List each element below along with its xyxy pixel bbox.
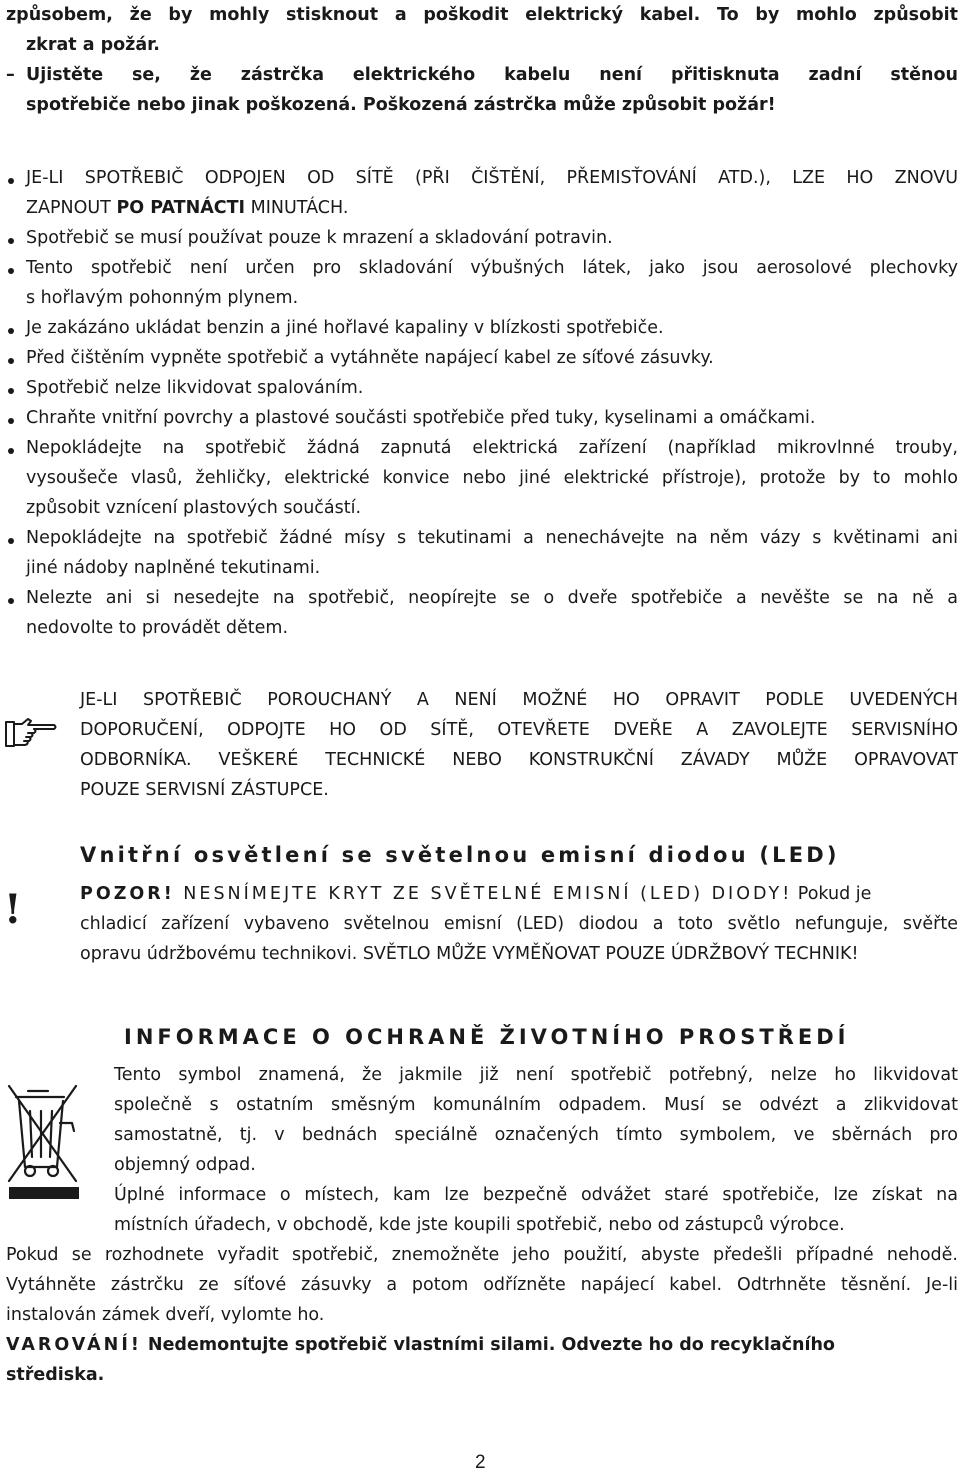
bullet-3-line-1: Tento spotřebič není určen pro skladování výbušných látek, jako jsou aerosolové plechovky: [26, 258, 958, 278]
notice-line-4: POUZE SERVISNÍ ZÁSTUPCE.: [80, 780, 329, 800]
recycling-warning-text: Nedemontujte spotřebič vlastními silami. Odvezte ho do recyklačního: [141, 1335, 835, 1355]
bullet-6: Spotřebič nelze likvidovat spalováním.: [26, 378, 364, 398]
env-p1-line-2: společně s ostatním směsným komunálním odpadem. Musí se odvézt a zlikvidovat: [114, 1095, 958, 1115]
bullet-1-text-a: ZAPNOUT: [26, 198, 117, 218]
top-line-2: zkrat a požár.: [26, 35, 160, 55]
top-dash: –: [6, 65, 15, 85]
bullet: [8, 388, 14, 394]
bullet-2: Spotřebič se musí používat pouze k mrazení a skladování potravin.: [26, 228, 613, 248]
bullet: [8, 538, 14, 544]
bullet-8-line-1: Nepokládejte na spotřebič žádná zapnutá elektrická zařízení (například mikrovlnné trouby,: [26, 438, 958, 458]
top-line-1: způsobem, že by mohly stisknout a poškodit elektrický kabel. To by mohlo způsobit: [6, 5, 958, 25]
pointing-hand-icon: [4, 716, 58, 750]
env-p2-line-2: místních úřadech, v obchodě, kde jste koupili spotřebič, nebo od zástupců výrobce.: [114, 1215, 845, 1235]
bullet-8-line-2: vysoušeče vlasů, žehličky, elektrické konvice nebo jiné elektrické přístroje), protože by to mohlo: [26, 468, 958, 488]
bullet-5: Před čištěním vypněte spotřebič a vytáhněte napájecí kabel ze síťové zásuvky.: [26, 348, 714, 368]
bullet-4: Je zakázáno ukládat benzin a jiné hořlavé kapaliny v blízkosti spotřebiče.: [26, 318, 664, 338]
recycling-warning-line-1: [6, 1330, 835, 1360]
env-p1-line-3: samostatně, tj. v bednách speciálně označených tímto symbolem, ve sběrnách pro: [114, 1125, 958, 1145]
bullet-10-line-2: nedovolte to provádět dětem.: [26, 618, 289, 638]
env-p1-line-4: objemný odpad.: [114, 1155, 256, 1175]
bullet-7: Chraňte vnitřní povrchy a plastové součásti spotřebiče před tuky, kyselinami a omáčkami.: [26, 408, 816, 428]
bullet: [8, 178, 14, 184]
exclamation-icon: !: [4, 886, 22, 933]
page-number: 2: [475, 1452, 486, 1473]
env-p2-line-1: Úplné informace o místech, kam lze bezpečně odvážet staré spotřebiče, lze získat na: [114, 1185, 958, 1205]
env-p3-line-2: Vytáhněte zástrčku ze síťové zásuvky a potom odřízněte napájecí kabel. Odtrhněte těsnění. Je-li: [6, 1275, 958, 1295]
bullet-1-text-c: MINUTÁCH.: [245, 198, 349, 218]
notice-line-3: ODBORNÍKA. VEŠKERÉ TECHNICKÉ NEBO KONSTRUKČNÍ ZÁVADY MŮŽE OPRAVOVAT: [80, 750, 958, 770]
top-line-3: Ujistěte se, že zástrčka elektrického kabelu není přitisknuta zadní stěnou: [26, 65, 958, 85]
led-warning-line-3: opravu údržbovému technikovi. SVĚTLO MŮŽE VYMĚŇOVAT POUZE ÚDRŽBOVÝ TECHNIK!: [80, 944, 859, 964]
bullet: [8, 598, 14, 604]
bullet: [8, 448, 14, 454]
bullet-10-line-1: Nelezte ani si nesedejte na spotřebič, neopírejte se o dveře spotřebiče a nevěšte se na ně a: [26, 588, 958, 608]
crossed-out-bin-icon: [6, 1083, 82, 1201]
bullet: [8, 238, 14, 244]
env-p3-line-3: instalován zámek dveří, vylomte ho.: [6, 1305, 325, 1325]
bullet-8-line-3: způsobit vznícení plastových součástí.: [26, 498, 362, 518]
bullet: [8, 328, 14, 334]
bullet: [8, 358, 14, 364]
bullet-9-line-2: jiné nádoby naplněné tekutinami.: [26, 558, 321, 578]
bullet-3-line-2: s hořlavým pohonným plynem.: [26, 288, 299, 308]
notice-line-1: JE-LI SPOTŘEBIČ POROUCHANÝ A NENÍ MOŽNÉ HO OPRAVIT PODLE UVEDENÝCH: [80, 690, 958, 710]
pozor-label: POZOR!: [80, 884, 175, 904]
top-line-4: spotřebiče nebo jinak poškozená. Poškozená zástrčka může způsobit požár!: [26, 95, 776, 115]
bullet: [8, 418, 14, 424]
led-section-heading: Vnitřní osvětlení se světelnou emisní diodou (LED): [80, 843, 840, 867]
bullet: [8, 268, 14, 274]
varovani-label: VAROVÁNÍ!: [6, 1335, 142, 1355]
env-p1-line-1: Tento symbol znamená, že jakmile již není spotřebič potřebný, nelze ho likvidovat: [114, 1065, 958, 1085]
env-p3-line-1: Pokud se rozhodnete vyřadit spotřebič, znemožněte jeho použití, abyste předešli případné nehodě.: [6, 1245, 958, 1265]
led-warning-caps: NESNÍMEJTE KRYT ZE SVĚTELNÉ EMISNÍ (LED) DIODY!: [174, 884, 793, 904]
bullet-1-line-2: [26, 193, 348, 223]
led-warning-tail: Pokud je: [792, 884, 872, 904]
env-section-heading: INFORMACE O OCHRANĚ ŽIVOTNÍHO PROSTŘEDÍ: [124, 1025, 850, 1049]
led-warning-line-1: [80, 879, 871, 909]
bullet-1-text-bold: PO PATNÁCTI: [116, 198, 246, 218]
led-warning-line-2: chladicí zařízení vybaveno světelnou emisní (LED) diodou a toto světlo nefunguje, svěřte: [80, 914, 958, 934]
bullet-1-line-1: JE-LI SPOTŘEBIČ ODPOJEN OD SÍTĚ (PŘI ČIŠTĚNÍ, PŘEMISŤOVÁNÍ ATD.), LZE HO ZNOVU: [26, 168, 958, 188]
notice-line-2: DOPORUČENÍ, ODPOJTE HO OD SÍTĚ, OTEVŘETE DVEŘE A ZAVOLEJTE SERVISNÍHO: [80, 720, 958, 740]
recycling-warning-line-2: střediska.: [6, 1365, 105, 1385]
bullet-9-line-1: Nepokládejte na spotřebič žádné mísy s tekutinami a nenechávejte na něm vázy s květinami ani: [26, 528, 958, 548]
